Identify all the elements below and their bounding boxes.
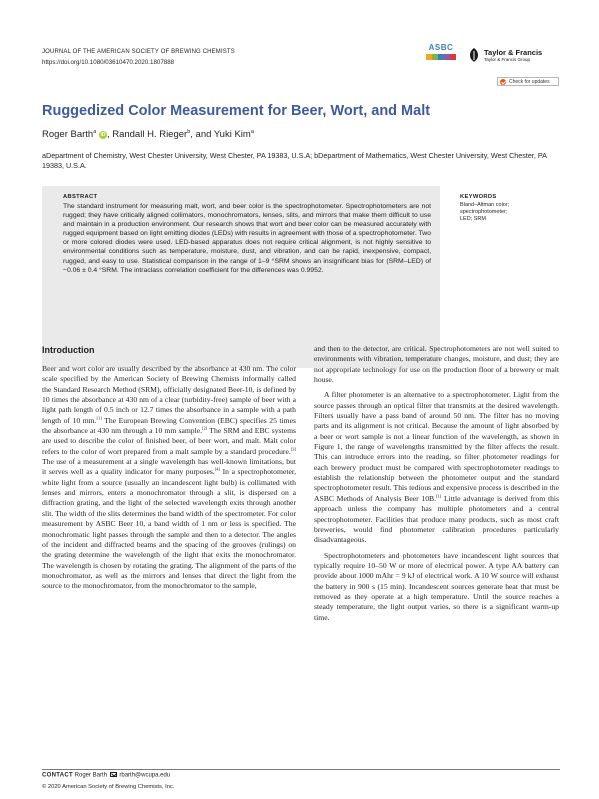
abstract-text: The standard instrument for measuring malt, wort, and beer color is the spectrophotometer. Spectrophotometers are not rugged; they have critically aligned collimators, monochromators, lenses, slits, and mirrors that make them difficult to use and maintain in a production environment. Our research shows that wort and beer color can be measured accurately with rugged equipment based on light emitting diodes (LEDs) with results in agreement with those of a spectrophotometer. Two or more colored diodes were used. LED-based apparatus does not require critical alignment, is not highly sensitive to environmental conditions such as temperature, moisture, dust, and vibration, and can be rapid, inexpensive, compact, rugged, and easy to use. Statistical comparison in the range of 1–9 °SRM shows an insignificant bias for (SRM–LED) of −0.06 ± 0.4 °SRM. The intraclass correlation coefficient for the differences was 0.9952. (63, 203, 431, 274)
contact-line (42, 772, 170, 779)
contact-label: CONTACT (42, 772, 73, 779)
publisher-name: Taylor & Francis (484, 47, 543, 57)
paragraph-text: A filter photometer is an alternative to a spectrophotometer. Light from the source passes through an optical filter that transmits at the desired wavelength. Filters usually have a pass band of around 50 nm. The filter has no moving parts and its alignment is not critical. Because the amount of light absorbed by a beer or wort sample is not a linear function of the wavelength, as shown in Figure 1, the range of wavelengths transmitted by the filter affects the result. This can introduce errors into the reading, so filter photometer readings for each brewery product must be compared with spectrophotometer readings to establish the relationship between the photometer output and the standard spectrophotometer result. This tedious and expensive process is described in the ASBC Methods of Analysis Beer 10B. (314, 390, 559, 503)
footer-divider (42, 769, 560, 770)
email-icon (110, 772, 117, 777)
keyword-item: Bland–Altman color; (460, 202, 510, 208)
asbc-logo (426, 43, 456, 71)
copyright: © 2020 American Society of Brewing Chemists, Inc. (42, 784, 175, 790)
contact-email[interactable]: rbarth@wcupa.edu (119, 772, 171, 779)
taylor-francis-icon (468, 48, 480, 62)
check-updates-icon (500, 79, 506, 85)
orcid-icon[interactable]: iD (100, 132, 106, 139)
paragraph: Spectrophotometers and photometers have incandescent light sources that typically require 10–50 W or more of electrical power. A type AA battery can provide about 1000 mAhr = 9 kJ of electrical work. A 10 W source will exhaust the battery in 900 s (15 min). Incandescent sources generate heat that must be removed as they operate at a high temperature. Until the source reaches a steady temperature, the light output varies, so there is a significant warm-up time. (314, 550, 559, 622)
paragraph-text: The use of a measurement at a single wavelength has well-known limitations, but it serves well as a quality indicator for many purposes. (42, 457, 296, 477)
paragraph-text: The European Brewing Convention (EBC) specifies 25 times the absorbance at 430 nm through a 10 mm sample. (42, 415, 296, 436)
author-list (42, 129, 254, 140)
publisher-logo (468, 48, 542, 62)
paragraph: and then to the detector, are critical. Spectrophotometers are not well suited to environments with vibration, temperature changes, moisture, and dust; they are not appropriate technology for use on the production floor of a brewery or malt house. (314, 344, 559, 385)
citation-ref[interactable]: [4] (214, 466, 221, 472)
body-column-left (42, 364, 296, 592)
section-heading-introduction: Introduction (42, 345, 95, 355)
citation-ref[interactable]: [1] (96, 415, 102, 421)
keywords-heading: KEYWORDS (460, 194, 497, 200)
author-name: Roger Barth (42, 129, 94, 141)
author-separator: , and (190, 129, 214, 141)
keywords-list (460, 202, 509, 224)
author-separator: , (106, 129, 113, 141)
check-updates-label: Check for updates (509, 78, 550, 85)
check-for-updates-button[interactable] (497, 77, 559, 86)
keyword-item: spectrophotometer; (460, 209, 508, 216)
citation-ref[interactable]: [1] (436, 493, 442, 499)
journal-name: JOURNAL OF THE AMERICAN SOCIETY OF BREWING CHEMISTS (42, 49, 235, 55)
author-affiliation-mark: a (93, 129, 97, 135)
affiliations: aDepartment of Chemistry, West Chester University, West Chester, PA 19383, U.S.A; bDepartment of Mathematics, West Chester University, West Chester, PA 19383, U.S.A. (42, 151, 547, 170)
author-affiliation-mark: b (187, 129, 191, 135)
contact-name: Roger Barth (74, 772, 108, 779)
keyword-item: LED; SRM (460, 216, 486, 223)
abstract-heading: ABSTRACT (63, 194, 98, 200)
paragraph-text: Little advantage is derived from this approach unless the company has multiple photometers and a central spectrophotometer. Facilities that produce many products, such as most craft breweries, would find photometer calibration procedures particularly disadvantageous. (314, 493, 559, 545)
asbc-logo-text: ASBC (428, 43, 454, 52)
asbc-logo-color-bar (426, 54, 456, 60)
paragraph (314, 390, 559, 545)
paragraph-text: In a spectrophotometer, white light from a source (usually an incandescent light bulb) is collimated with lenses and mirrors, enters a monochromator through a slit, is dispersed on a diffraction grating, and the light of the selected wavelength exits through another slit. The width of the slits determines the band width of the spectrometer. For color measurement by ASBC Beer 10, a band width of 1 nm or less is specified. The monochromatic light passes through the sample and then to a detector. The angles of the incident and diffracted beams and the spacing of the grooves (rulings) on the grating determine the wavelength of the light that exits the monochromator. The wavelength is chosen by rotating the grating. The alignment of the parts of the monochromator, as well as the mirrors and lenses that direct the light from the source to the monochromator, from the monochromator to the sample, (42, 467, 297, 591)
author-name: Yuki Kim (213, 129, 251, 141)
paragraph-text: Beer and wort color are usually described by the absorbance at 430 nm. The color scale specified by the American Society of Brewing Chemists informally called the Standard Research Method (SRM), officially designated Beer-10, is defined by 10 times the absorbance at 430 nm of a clear (turbidity-free) sample of beer with a light path length of 0.5 inch or 12.7 times the absorbance in a sample with a path length of 10 mm. (42, 364, 296, 425)
author-affiliation-mark: a (250, 129, 254, 135)
paragraph (42, 364, 296, 592)
article-title: Ruggedized Color Measurement for Beer, Wort, and Malt (42, 103, 431, 119)
author-name: Randall H. Rieger (112, 129, 188, 141)
citation-ref[interactable]: [3] (290, 446, 296, 452)
doi-link[interactable]: https://doi.org/10.1080/03610470.2020.1807888 (42, 59, 175, 66)
body-column-right (314, 344, 559, 623)
citation-ref[interactable]: [2] (202, 425, 208, 431)
paragraph-text: The SRM and EBC systems are used to describe the color of finished beer, of beer wort, and malt. Malt color refers to the color of wort prepared from a malt sample by a standard procedure. (42, 426, 296, 456)
publisher-subname: Taylor & Francis Group (484, 56, 531, 62)
